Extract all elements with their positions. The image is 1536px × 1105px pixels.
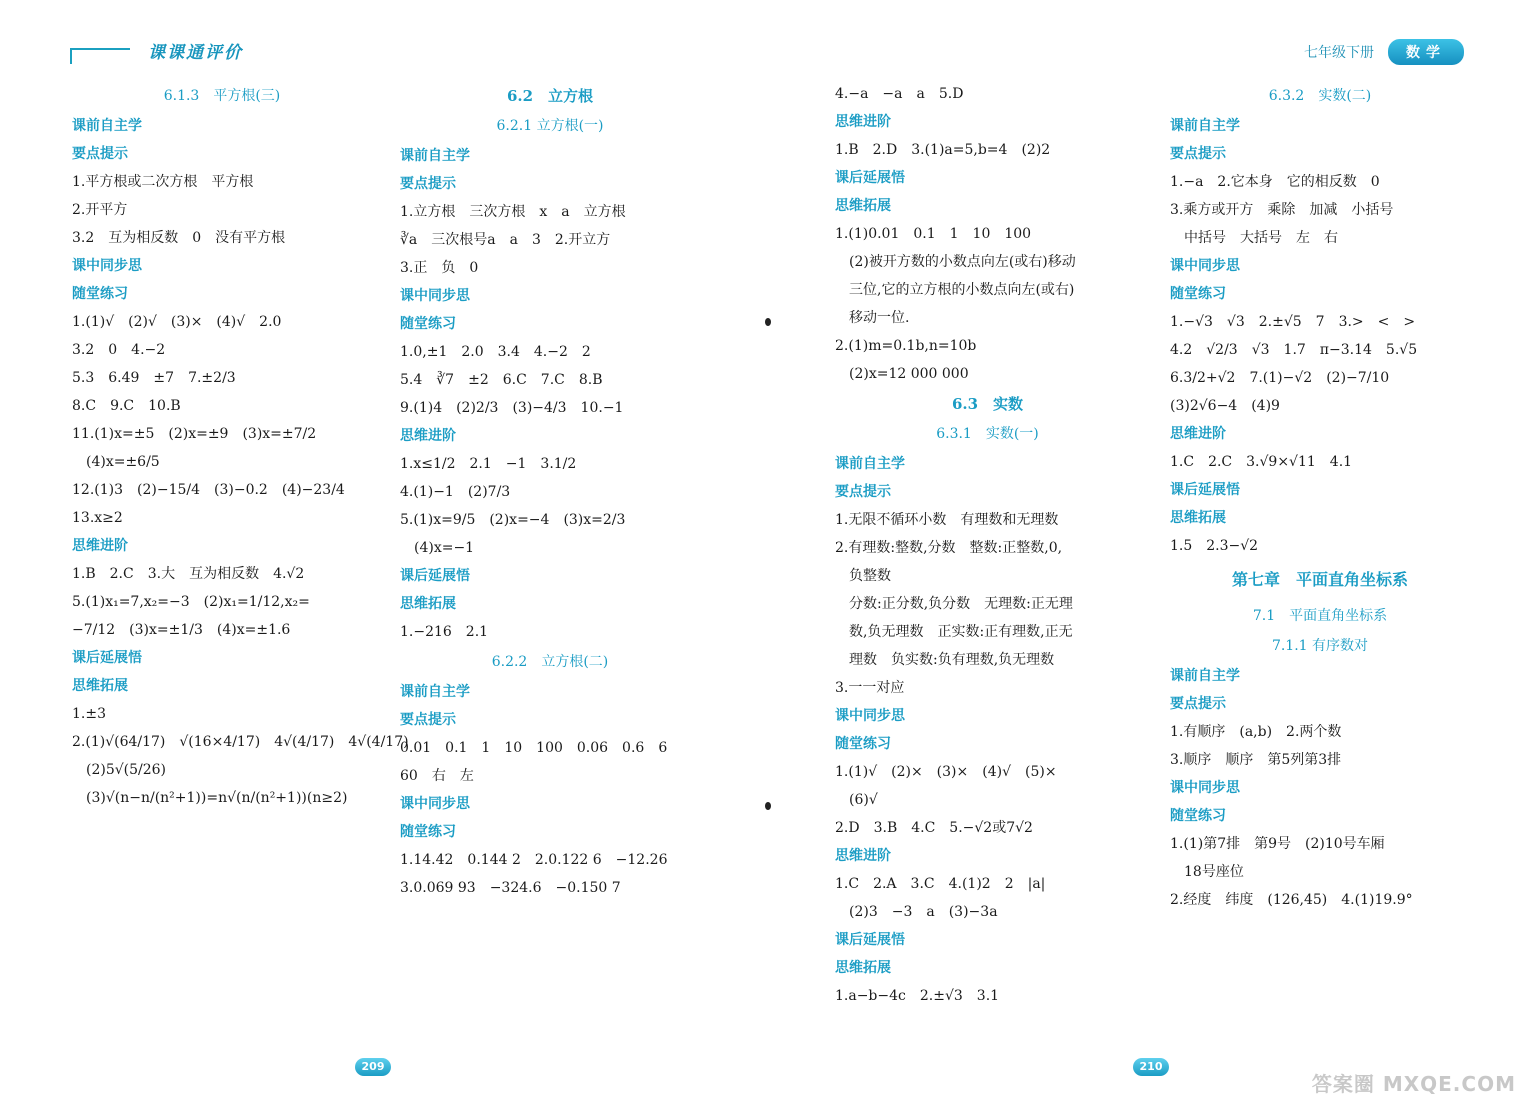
section-label: 课后延展悟: [835, 170, 905, 186]
answer-line: 1.(1)√ (2)√ (3)× (4)√ 2.0: [72, 314, 282, 330]
section-label: 思维拓展: [400, 596, 456, 612]
answer-line: 移动一位.: [835, 310, 910, 326]
section-label: 课前自主学: [835, 456, 905, 472]
answer-line: 2.经度 纬度 (126,45) 4.(1)19.9°: [1170, 892, 1413, 908]
answer-line: 6.3/2+√2 7.(1)−√2 (2)−7/10: [1170, 370, 1390, 386]
section-label: 思维进阶: [835, 114, 891, 130]
section-label: 课后延展悟: [400, 568, 470, 584]
section-label: 课前自主学: [1170, 668, 1240, 684]
answer-line: (4)x=−1: [400, 540, 475, 556]
answer-line: 1.平方根或二次方根 平方根: [72, 174, 254, 190]
answer-line: 1.±3: [72, 706, 106, 722]
answer-line: 13.x≥2: [72, 510, 123, 526]
header-logo: [70, 38, 270, 68]
answer-line: 2.开平方: [72, 202, 128, 218]
section-label: 课中同步思: [400, 288, 470, 304]
answer-line: 2.(1)√(64/17) √(16×4/17) 4√(4/17) 4√(4/17): [72, 734, 409, 750]
header-tick: [70, 48, 72, 64]
answer-line: 5.4 ∛7 ±2 6.C 7.C 8.B: [400, 372, 603, 388]
section-label: 思维拓展: [835, 960, 891, 976]
section-label: 要点提示: [400, 712, 456, 728]
section-heading: 7.1 平面直角坐标系: [1252, 608, 1388, 624]
section-label: 思维进阶: [400, 428, 456, 444]
section-label: 要点提示: [835, 484, 891, 500]
answer-line: (3)2√6−4 (4)9: [1170, 398, 1280, 414]
answer-line: 3.0.069 93 −324.6 −0.150 7: [400, 880, 621, 896]
header-rule: [70, 48, 130, 50]
answer-line: 1.0,±1 2.0 3.4 4.−2 2: [400, 344, 591, 360]
answer-line: 3.2 互为相反数 0 没有平方根: [72, 230, 286, 246]
section-label: 思维拓展: [1170, 510, 1226, 526]
answer-line: 理数 负实数:负有理数,负无理数: [835, 652, 1055, 668]
answer-line: 负整数: [835, 568, 891, 584]
answer-line: 1.−a 2.它本身 它的相反数 0: [1170, 174, 1380, 190]
column-4: [1170, 80, 1470, 914]
section-label: 课后延展悟: [1170, 482, 1240, 498]
column-2: [400, 80, 700, 902]
section-label: 随堂练习: [400, 824, 456, 840]
answer-line: 4.(1)−1 (2)7/3: [400, 484, 511, 500]
answer-line: −7/12 (3)x=±1/3 (4)x=±1.6: [72, 622, 291, 638]
section-label: 课后延展悟: [835, 932, 905, 948]
chapter-heading: 第七章 平面直角坐标系: [1231, 570, 1408, 589]
answer-line: 1.(1)0.01 0.1 1 10 100: [835, 226, 1032, 242]
answer-line: (4)x=±6/5: [72, 454, 160, 470]
section-label: 课中同步思: [72, 258, 142, 274]
answer-line: (2)x=12 000 000: [835, 366, 969, 382]
grade-label: 七年级下册: [1304, 45, 1374, 61]
binding-dot: [765, 802, 771, 810]
section-heading: 6.1.3 平方根(三): [163, 88, 281, 104]
section-label: 课中同步思: [1170, 780, 1240, 796]
answer-line: 2.有理数:整数,分数 整数:正整数,0,: [835, 540, 1063, 556]
section-label: 要点提示: [1170, 696, 1226, 712]
section-label: 课中同步思: [1170, 258, 1240, 274]
section-label: 思维进阶: [1170, 426, 1226, 442]
section-label: 随堂练习: [72, 286, 128, 302]
answer-line: 中括号 大括号 左 右: [1170, 230, 1338, 246]
answer-line: 12.(1)3 (2)−15/4 (3)−0.2 (4)−23/4: [72, 482, 345, 498]
page-number-right: 210: [1133, 1058, 1169, 1076]
header-title: 课课通评价: [148, 43, 243, 63]
section-heading: 7.1.1 有序数对: [1271, 638, 1369, 654]
subject-badge: 数学: [1388, 39, 1464, 65]
answer-line: 8.C 9.C 10.B: [72, 398, 181, 414]
answer-line: 3.顺序 顺序 第5列第3排: [1170, 752, 1342, 768]
answer-line: 3.2 0 4.−2: [72, 342, 166, 358]
answer-line: 1.B 2.C 3.大 互为相反数 4.√2: [72, 566, 305, 582]
answer-line: 0.01 0.1 1 10 100 0.06 0.6 6: [400, 740, 668, 756]
section-label: 随堂练习: [400, 316, 456, 332]
answer-line: 3.正 负 0: [400, 260, 479, 276]
answer-line: 2.(1)m=0.1b,n=10b: [835, 338, 977, 354]
section-heading: 6.2.2 立方根(二): [491, 654, 609, 670]
answer-line: 1.a−b−4c 2.±√3 3.1: [835, 988, 1000, 1004]
section-label: 随堂练习: [1170, 808, 1226, 824]
answer-line: 1.C 2.A 3.C 4.(1)2 2 |a|: [835, 876, 1046, 892]
answer-line: 3.乘方或开方 乘除 加减 小括号: [1170, 202, 1394, 218]
answer-line: 4.2 √2/3 √3 1.7 π−3.14 5.√5: [1170, 342, 1418, 358]
section-label: 要点提示: [400, 176, 456, 192]
answer-line: 1.5 2.3−√2: [1170, 538, 1259, 554]
answer-line: 1.有顺序 (a,b) 2.两个数: [1170, 724, 1342, 740]
section-label: 课前自主学: [400, 148, 470, 164]
section-label: 随堂练习: [835, 736, 891, 752]
answer-line: 3.一一对应: [835, 680, 905, 696]
section-heading: 6.3.1 实数(一): [936, 426, 1039, 442]
section-label: 课前自主学: [1170, 118, 1240, 134]
answer-line: 4.−a −a a 5.D: [835, 86, 964, 102]
answer-line: 数,负无理数 正实数:正有理数,正无: [835, 624, 1073, 640]
answer-line: (6)√: [835, 792, 878, 808]
answer-line: 1.(1)√ (2)× (3)× (4)√ (5)×: [835, 764, 1057, 780]
answer-line: 1.14.42 0.144 2 2.0.122 6 −12.26: [400, 852, 668, 868]
section-label: 思维拓展: [835, 198, 891, 214]
answer-line: 5.3 6.49 ±7 7.±2/3: [72, 370, 236, 386]
answer-line: (2)3 −3 a (3)−3a: [835, 904, 998, 920]
section-label: 课前自主学: [400, 684, 470, 700]
answer-line: 1.(1)第7排 第9号 (2)10号车厢: [1170, 836, 1385, 852]
section-label: 课前自主学: [72, 118, 142, 134]
answer-line: 9.(1)4 (2)2/3 (3)−4/3 10.−1: [400, 400, 624, 416]
answer-line: ∛a 三次根号a a 3 2.开立方: [400, 232, 611, 248]
section-label: 随堂练习: [1170, 286, 1226, 302]
column-3: [835, 80, 1140, 1010]
section-label: 课后延展悟: [72, 650, 142, 666]
section-heading: 6.2.1 立方根(一): [496, 118, 604, 134]
answer-line: (3)√(n−n/(n²+1))=n√(n/(n²+1))(n≥2): [72, 790, 348, 806]
watermark-logo: 答案圈 MXQE.COM: [1311, 1072, 1516, 1096]
answer-line: 三位,它的立方根的小数点向左(或右): [835, 282, 1075, 298]
answer-line: 1.立方根 三次方根 x a 立方根: [400, 204, 626, 220]
answer-line: 1.−√3 √3 2.±√5 7 3.> < >: [1170, 314, 1416, 330]
page-number-left: 209: [355, 1058, 391, 1076]
answer-line: 60 右 左: [400, 768, 474, 784]
section-heading: 6.2 立方根: [506, 87, 594, 105]
answer-line: 5.(1)x₁=7,x₂=−3 (2)x₁=1/12,x₂=: [72, 594, 310, 610]
section-heading: 6.3 实数: [951, 395, 1024, 413]
answer-line: (2)被开方数的小数点向左(或右)移动: [835, 254, 1076, 270]
section-label: 要点提示: [72, 146, 128, 162]
answer-line: 1.C 2.C 3.√9×√11 4.1: [1170, 454, 1353, 470]
section-label: 课中同步思: [835, 708, 905, 724]
section-label: 课中同步思: [400, 796, 470, 812]
header-right: [1304, 38, 1464, 66]
answer-line: 11.(1)x=±5 (2)x=±9 (3)x=±7/2: [72, 426, 317, 442]
answer-line: 18号座位: [1170, 864, 1244, 880]
answer-line: 分数:正分数,负分数 无理数:正无理: [835, 596, 1073, 612]
section-label: 思维拓展: [72, 678, 128, 694]
answer-line: 1.B 2.D 3.(1)a=5,b=4 (2)2: [835, 142, 1051, 158]
section-heading: 6.3.2 实数(二): [1268, 88, 1372, 104]
column-1: [72, 80, 409, 812]
answer-line: 1.−216 2.1: [400, 624, 489, 640]
section-label: 思维进阶: [835, 848, 891, 864]
answer-line: (2)5√(5/26): [72, 762, 167, 778]
answer-line: 5.(1)x=9/5 (2)x=−4 (3)x=2/3: [400, 512, 626, 528]
section-label: 思维进阶: [72, 538, 128, 554]
section-label: 要点提示: [1170, 146, 1226, 162]
binding-dot: [765, 318, 771, 326]
answer-line: 1.无限不循环小数 有理数和无理数: [835, 512, 1059, 528]
answer-line: 2.D 3.B 4.C 5.−√2或7√2: [835, 820, 1033, 836]
answer-line: 1.x≤1/2 2.1 −1 3.1/2: [400, 456, 577, 472]
